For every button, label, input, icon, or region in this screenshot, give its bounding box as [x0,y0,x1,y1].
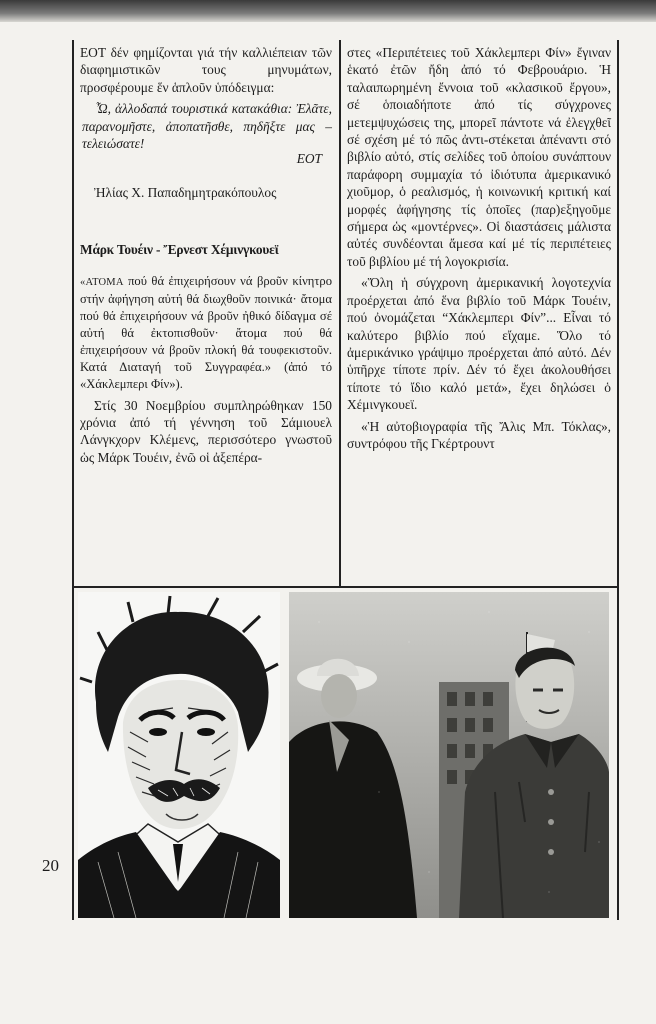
scan-top-shadow [0,0,656,22]
right-column [347,44,611,452]
hemingway-quote-paragraph: «Ὅλη ἡ σύγχρονη ἀμερικανική λογοτεχνία προέρχεται ἀπό ἕνα βιβλίο τοῦ Μάρκ Τουέιν, πού ὀνομάζεται “Χάκλεμπερι Φίν”... Εἶναι τό καλύτερο βιβλίο πού εἴχαμε. Ὅλο τό ἀμερικάνικο γράψιμο προέρχεται ἀπό αὐτό. Δέν ὑπῆρχε τίποτε πρίν. Δέν τό ἔχει ἀκολουθήσει τίποτε τό ἴδιο καλό μετά», ἔχει δηλώσει ὁ Χέμινγκουεϊ. [347,275,611,413]
verse-signature: ΕΟΤ [296,151,322,167]
epigraph-text: πού θά ἐπιχειρήσουν νά βροῦν κίνητρο στήν ἀφήγηση αὐτή θά διωχθοῦν ποινικά· ἄτομα πού θά ἐπιχειρήσουν νά βροῦν ἠθικό δίδαγμα σέ αὐτή θά ἐκτοπισθοῦν· ἄτομα πού θά ἐπιχειρήσουν νά βροῦν πλοκή θά τουφεκιστοῦν. Κατά Διαταγή τοῦ Συγγραφέα.» (ἀπό τό «Χάκλεμπερι Φίν»). [80,273,332,391]
image-top-rule [72,586,619,588]
section-title: Μάρκ Τουέιν - Ἔρνεστ Χέμινγκουεϊ [80,242,279,258]
intro-paragraph: ΕΟΤ δέν φημίζονται γιά τήν καλλιέπειαν τῶν διαφημιστικῶν τους μηνυμάτων, προσφέρουμε ἕν ἁπλοῦν ὑπόδειγμα: [80,45,332,95]
photograph-scene [289,592,609,918]
left-margin-rule [72,40,74,920]
column-divider-rule [339,40,341,586]
tourism-verse: Ὦ, ἀλλοδαπά τουριστικά κατακάθια: Ἐλᾶτε, παρανομῆστε, ἀποπατῆσθε, πηδῆξτε μας – τελειώσατε! [82,101,332,152]
body-paragraph: Στίς 30 Νοεμβρίου συμπληρώθηκαν 150 χρόνια ἀπό τή γέννηση τοῦ Σάμιουελ Λάνγκχορν Κλέμενς, περισσότερο γνωστοῦ ὡς Μάρκ Τουέιν, ἐνῶ οἱ ἀξεπέρα- [80,397,332,465]
body-paragraph: «Ἡ αὐτοβιογραφία τῆς Ἄλις Μπ. Τόκλας», συντρόφου τῆς Γκέρτρουντ [347,418,611,451]
portrait-engraving [78,592,280,918]
hemingway-photograph [289,592,609,918]
body-paragraph: στες «Περιπέτειες τοῦ Χάκλεμπερι Φίν» ἔγιναν ἑκατό ἐτῶν ἤδη ἀπό τό Φεβρουάριο. Ἡ ταλαιπωρημένη ἔννοια τοῦ «κλασικοῦ ἔργου», σέ ὁποιαδήποτε ἀπό τίς σύγχρονες μετεμψυχώσεις της, μπορεῖ πάντοτε νά ἐλεγχθεῖ σέ σχέση μέ τό πῶς ἀντι-στέκεται ἀπέναντι στό βιβλίο αὐτό, στίς σελίδες τοῦ ὁποίου συνάπτουν παράφορη συμμαχία τό ἰδιότυπα ἀμερικανικό χιοῦμορ, ὁ ρεαλισμός, ἡ κοινωνική κριτική καί μορφές ἀφήγησης τίς ὁποῖες (παρ)εξηγοῦμε σήμερα ὡς «μοντέρνες». Οἱ διαστάσεις μάλιστα αὐτές συνδέονται ἄμεσα καί μέ τίς περιπέτειες τοῦ βιβλίου μέ τή λογοκρισία. [347,45,611,269]
epigraph-caps: «ΑΤΟΜΑ [80,276,124,288]
article-author: Ἠλίας Χ. Παπαδημητρακόπουλος [94,184,277,200]
right-margin-rule [617,40,619,920]
epigraph-quote [80,273,332,393]
mark-twain-portrait [78,592,280,918]
page-number: 20 [42,856,59,875]
left-column [80,44,332,466]
